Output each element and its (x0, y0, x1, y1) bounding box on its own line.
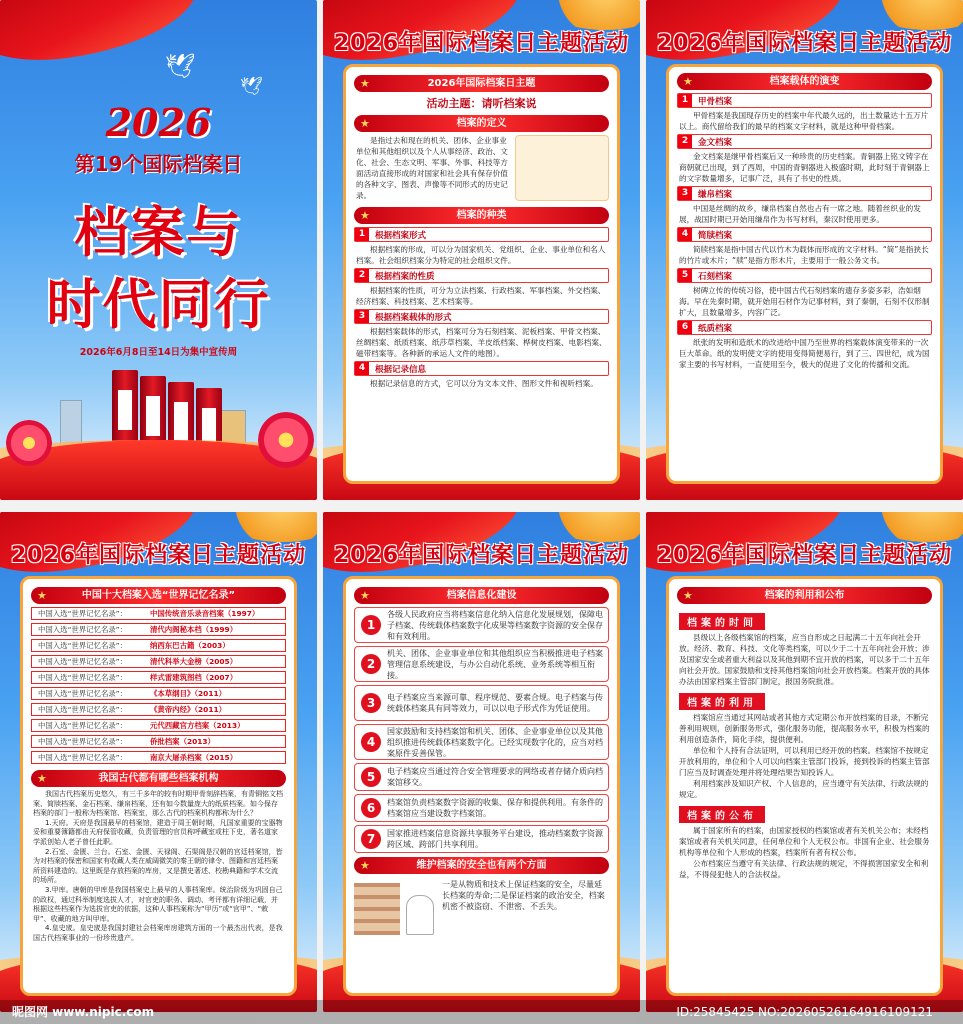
type-text: 根据档案的性质，可分为立法档案、行政档案、军事档案、外交档案、经济档案、科技档案、艺术档案等。 (356, 286, 606, 306)
usage-text: 属于国家所有的档案，由国家授权的档案馆或者有关机关公布；未经档案馆或者有关机关同意，任何单位和个人无权公布。非国有企业、社会服务机构等单位和个人形成的档案，档案所有者有权公布。 (679, 826, 930, 857)
institution-text: 4.皇史宬。皇史宬是我国封建社会档案库房建筑方面的一个最杰出代表，是我国古代档案事业的一份珍贵遗产。 (33, 924, 283, 942)
memory-item: 中国入选“世界记忆名录”： 清代科举大金榜（2005） (31, 655, 286, 668)
dove-icon: 🕊 (240, 76, 263, 97)
carrier-heading: 5 石刻档案 (677, 268, 932, 283)
memory-item: 中国入选“世界记忆名录”： 纳西东巴古籍（2003） (31, 639, 286, 652)
institution-text: 我国古代档案历史悠久，有三千多年的较有时期甲骨刻辞档案，有青铜铭文档案、简牍档案、金石档案、缣帛档案，还有如今数量庞大的纸质档案。如今保存档案的部门一般称为档案馆、档案室，那么古代的档案机构都称为什么？ (33, 790, 283, 818)
archive-shelf-illustration (354, 883, 400, 935)
carrier-text: 中国是丝绸的故乡，缣帛档案自然也占有一席之地。随着丝织业的发展，战国时期已开始用缣帛作为书写材料，秦汉时使用更多。 (679, 204, 921, 224)
memory-list (23, 607, 294, 764)
digitization-item: 3 电子档案应当来源可靠、程序规范、要素合规。电子档案与传统载体档案具有同等效力，可以以电子形式作为凭证使用。 (354, 685, 609, 721)
digitization-item: 7 国家推进档案信息资源共享服务平台建设，推动档案数字资源跨区域、跨部门共享利用。 (354, 825, 609, 853)
staff-illustration (406, 895, 434, 935)
peony-decoration (6, 420, 52, 466)
dove-icon: 🕊 (165, 52, 196, 80)
type-heading: 3 根据档案载体的形式 (354, 309, 609, 324)
peony-decoration (258, 412, 314, 468)
carrier-text: 纸张的发明和造纸术的改进给中国乃至世界的档案载体演变带来的一次巨大革命。纸的发明使文字的使用变得简便易行，到了三、四世纪，成为国家主要的书写材料，一直使用至今，极大的促进了文化的传播和交流。 (679, 338, 930, 369)
institution-text: 3.甲库。唐朝的甲库是我国档案史上最早的人事档案库。统治阶级为巩固自己的政权，通过科举制度选拔人才，对官吏的职务、调动、考评都有详细记载，并根据这些档案作为选拔官吏的依据，这种人事档案称为“甲历”或“官甲”、“敕甲”、收藏的地方叫甲库。 (33, 885, 283, 923)
content-card (343, 64, 620, 484)
digitization-item: 4 国家鼓励和支持档案馆和机关、团体、企业事业单位以及其他组织推进传统载体档案数字化。已经实现数字化的，应当对档案原件妥善保管。 (354, 724, 609, 760)
safety-block (346, 877, 617, 947)
usage-text: 利用档案涉及知识产权、个人信息的，应当遵守有关法律、行政法规的规定。 (679, 779, 929, 799)
type-text: 根据档案的形成，可以分为国家机关、党组织、企业、事业单位和名人档案。社会组织档案分为特定的社会组织文件。 (356, 245, 606, 265)
watermark-site: 昵图网 www.nipic.com (12, 1005, 155, 1019)
star-icon: ★ (37, 589, 47, 602)
star-icon: ★ (37, 772, 47, 785)
type-heading: 2 根据档案的性质 (354, 268, 609, 283)
section-banner: ★ 档案信息化建设 (354, 587, 609, 604)
memory-item: 中国入选“世界记忆名录”： 《黄帝内经》（2011） (31, 703, 286, 716)
section-banner: ★ 档案的定义 (354, 115, 609, 132)
memory-item: 中国入选“世界记忆名录”： 样式雷建筑图档（2007） (31, 671, 286, 684)
cover-dates: 2026年6月8日至14日为集中宣传周 (79, 347, 238, 358)
usage-text: 档案馆应当通过其网站或者其他方式定期公布开放档案的目录，不断完善利用规则，创新服务形式，强化服务功能，提高服务水平，积极为档案的利用创造条件，简化手续，提供便利。 (679, 713, 930, 744)
memory-item: 中国入选“世界记忆名录”： 中国传统音乐录音档案（1997） (31, 607, 286, 620)
subheading-time: 档案的时间 (679, 613, 765, 630)
digitization-item: 5 电子档案应当通过符合安全管理要求的网络或者存储介质向档案馆移交。 (354, 763, 609, 791)
section-banner: ★ 档案的利用和公布 (677, 587, 932, 604)
watermark-id: ID:25845425 NO:20260526164916109121 (676, 1005, 933, 1019)
carrier-text: 简牍档案是指中国古代以竹木为载体而形成的文字材料。“简”是指狭长的竹片或木片；“牍”是指方形木片，主要用于一般公务文书。 (679, 245, 929, 265)
memory-item: 中国入选“世界记忆名录”： 侨批档案（2013） (31, 735, 286, 748)
carrier-heading: 1 甲骨档案 (677, 93, 932, 108)
panel-header: 2026年国际档案日主题活动 (656, 543, 953, 568)
carrier-heading: 4 简牍档案 (677, 227, 932, 242)
theme-text: 活动主题：请听档案说 (426, 97, 537, 110)
panel-header: 2026年国际档案日主题活动 (333, 543, 630, 568)
memory-item: 中国入选“世界记忆名录”： 清代内阁秘本档（1999） (31, 623, 286, 636)
safety-text: 一是从物质和技术上保证档案的安全，尽量延长档案的寿命;二是保证档案的政治安全，档案机密不被盗窃、不泄密、不丢失。 (442, 880, 605, 911)
panel-header: 2026年国际档案日主题活动 (333, 31, 630, 56)
carrier-heading: 6 纸质档案 (677, 320, 932, 335)
panel-header: 2026年国际档案日主题活动 (656, 31, 953, 56)
content-card (666, 64, 943, 484)
type-text: 根据记录信息的方式，它可以分为文本文件、图形文件和视听档案。 (370, 379, 598, 388)
cover-title-line2: 时代同行 (46, 272, 271, 336)
section-banner: ★ 我国古代都有哪些档案机构 (31, 770, 286, 787)
content-card (666, 576, 943, 996)
content-card (343, 576, 620, 996)
institution-text: 1.天府。天府是我国最早的档案馆，建造于周王朝时期，凡国家重要的宝器物妥和重要簿籍都由天府保管收藏，负责管理的官员称呼藏室或柱下史，著名道家学派创始人老子曾任此职。 (33, 818, 283, 846)
star-icon: ★ (360, 77, 370, 90)
digitization-item: 1 各级人民政府应当将档案信息化纳入信息化发展规划，保障电子档案、传统载体档案数字化成果等档案数字资源的安全保存和有效利用。 (354, 607, 609, 643)
star-icon: ★ (360, 859, 370, 872)
star-icon: ★ (360, 209, 370, 222)
carrier-panel (646, 0, 963, 500)
subheading-use: 档案的利用 (679, 693, 765, 710)
section-banner: ★ 中国十大档案入选“世界记忆名录” (31, 587, 286, 604)
section-banner: ★ 档案的种类 (354, 207, 609, 224)
cover-panel (0, 0, 317, 500)
cover-year: 2026 (105, 100, 212, 145)
memory-panel (0, 512, 317, 1012)
carrier-heading: 3 缣帛档案 (677, 186, 932, 201)
cover-title-line1: 档案与 (74, 200, 243, 264)
usage-text: 公布档案应当遵守有关法律、行政法规的规定，不得损害国家安全和利益，不得侵犯他人的合法权益。 (679, 859, 929, 879)
definition-block (346, 135, 617, 201)
watermark-bar (0, 1000, 963, 1024)
star-icon: ★ (683, 589, 693, 602)
carrier-text: 甲骨档案是我国现存历史的档案中年代最久远的，出土数量达十五万片以上。商代留给我们的最早的档案文字材料，就是这种甲骨档案。 (679, 111, 929, 131)
section-banner: ★ 档案载体的演变 (677, 73, 932, 90)
subheading-publish: 档案的公布 (679, 806, 765, 823)
section-banner: ★ 2026年国际档案日主题 (354, 75, 609, 92)
type-heading: 1 根据档案形式 (354, 227, 609, 242)
meeting-illustration (515, 135, 609, 201)
star-icon: ★ (360, 589, 370, 602)
panel-header: 2026年国际档案日主题活动 (10, 543, 307, 568)
carrier-text: 树碑立传的传统习俗，使中国古代石刻档案的遗存多姿多彩，浩如烟海。早在先秦时期，就开始用石材作为记事材料，到了秦朝，石刻不仅形制扩大，且数量增多，内容广泛。 (679, 286, 930, 317)
definition-panel (323, 0, 640, 500)
section-banner: ★ 维护档案的安全也有两个方面 (354, 857, 609, 874)
star-icon: ★ (683, 75, 693, 88)
usage-text: 单位和个人持有合法证明，可以利用已经开放的档案。档案馆不按规定开放利用的，单位和个人可以向档案主管部门投诉，接到投诉的档案主管部门应当及时调查处理并将处理结果告知投诉人。 (679, 746, 930, 777)
memory-item: 中国入选“世界记忆名录”： 南京大屠杀档案（2015） (31, 751, 286, 764)
star-icon: ★ (360, 117, 370, 130)
type-heading: 4 根据记录信息 (354, 361, 609, 376)
usage-text: 县级以上各级档案馆的档案，应当自形成之日起满二十五年向社会开放。经济、教育、科技、文化等类档案，可以少于二十五年向社会开放；涉及国家安全或者重大利益以及其他到期不宜开放的档案，可以多于二十五年向社会开放。国家鼓励和支持其他档案馆向社会开放档案。档案开放的具体办法由国家档案主管部门制定，报国务院批准。 (679, 633, 930, 686)
digitization-item: 2 机关、团体、企业事业单位和其他组织应当积极推进电子档案管理信息系统建设，与办公自动化系统、业务系统等相互衔接。 (354, 646, 609, 682)
memory-item: 中国入选“世界记忆名录”： 元代西藏官方档案（2013） (31, 719, 286, 732)
cover-subtitle: 第19个国际档案日 (74, 152, 243, 176)
carrier-text: 金文档案是继甲骨档案后又一种珍贵的历史档案。青铜器上铭文铸字在商朝就已出现，到了西周，中国的青铜器进入极盛时期，此时刻于青铜器上的文字数量增多，记事广泛，具有了书史的性质。 (679, 152, 930, 183)
definition-text: 是指过去和现在的机关、团体、企业事业单位和其他组织以及个人从事经济、政治、文化、社会、生态文明、军事、外事、科技等方面活动直接形成的对国家和社会具有保存价值的各种文字、图表、声像等不同形式的历史记录。 (356, 136, 508, 200)
usage-panel (646, 512, 963, 1012)
type-text: 根据档案载体的形式，档案可分为石刻档案、泥板档案、甲骨文档案、丝绸档案、纸质档案、纸莎草档案、羊皮纸档案、桦树皮档案、电影档案、磁带档案等。各种新的承运人文件的地图）。 (356, 327, 607, 358)
carrier-heading: 2 金文档案 (677, 134, 932, 149)
institution-text: 2.石室、金匮、兰台。石室、金匮、天禄阁、石渠阁是汉朝的宫廷档案馆，皆为对档案的保密和国家有收藏人类在威阔微笑的秦王朝的律令、图籍和宫廷档案所资料建造的。这里既是存放档案的库房，又是撰史著述、校勘典籍和学术交流的场所。 (33, 847, 283, 885)
memory-item: 中国入选“世界记忆名录”： 《本草纲目》（2011） (31, 687, 286, 700)
digitization-panel (323, 512, 640, 1012)
types-list (346, 227, 617, 389)
content-card (20, 576, 297, 996)
digitization-item: 6 档案馆负责档案数字资源的收集、保存和提供利用。有条件的档案馆应当建设数字档案馆。 (354, 794, 609, 822)
